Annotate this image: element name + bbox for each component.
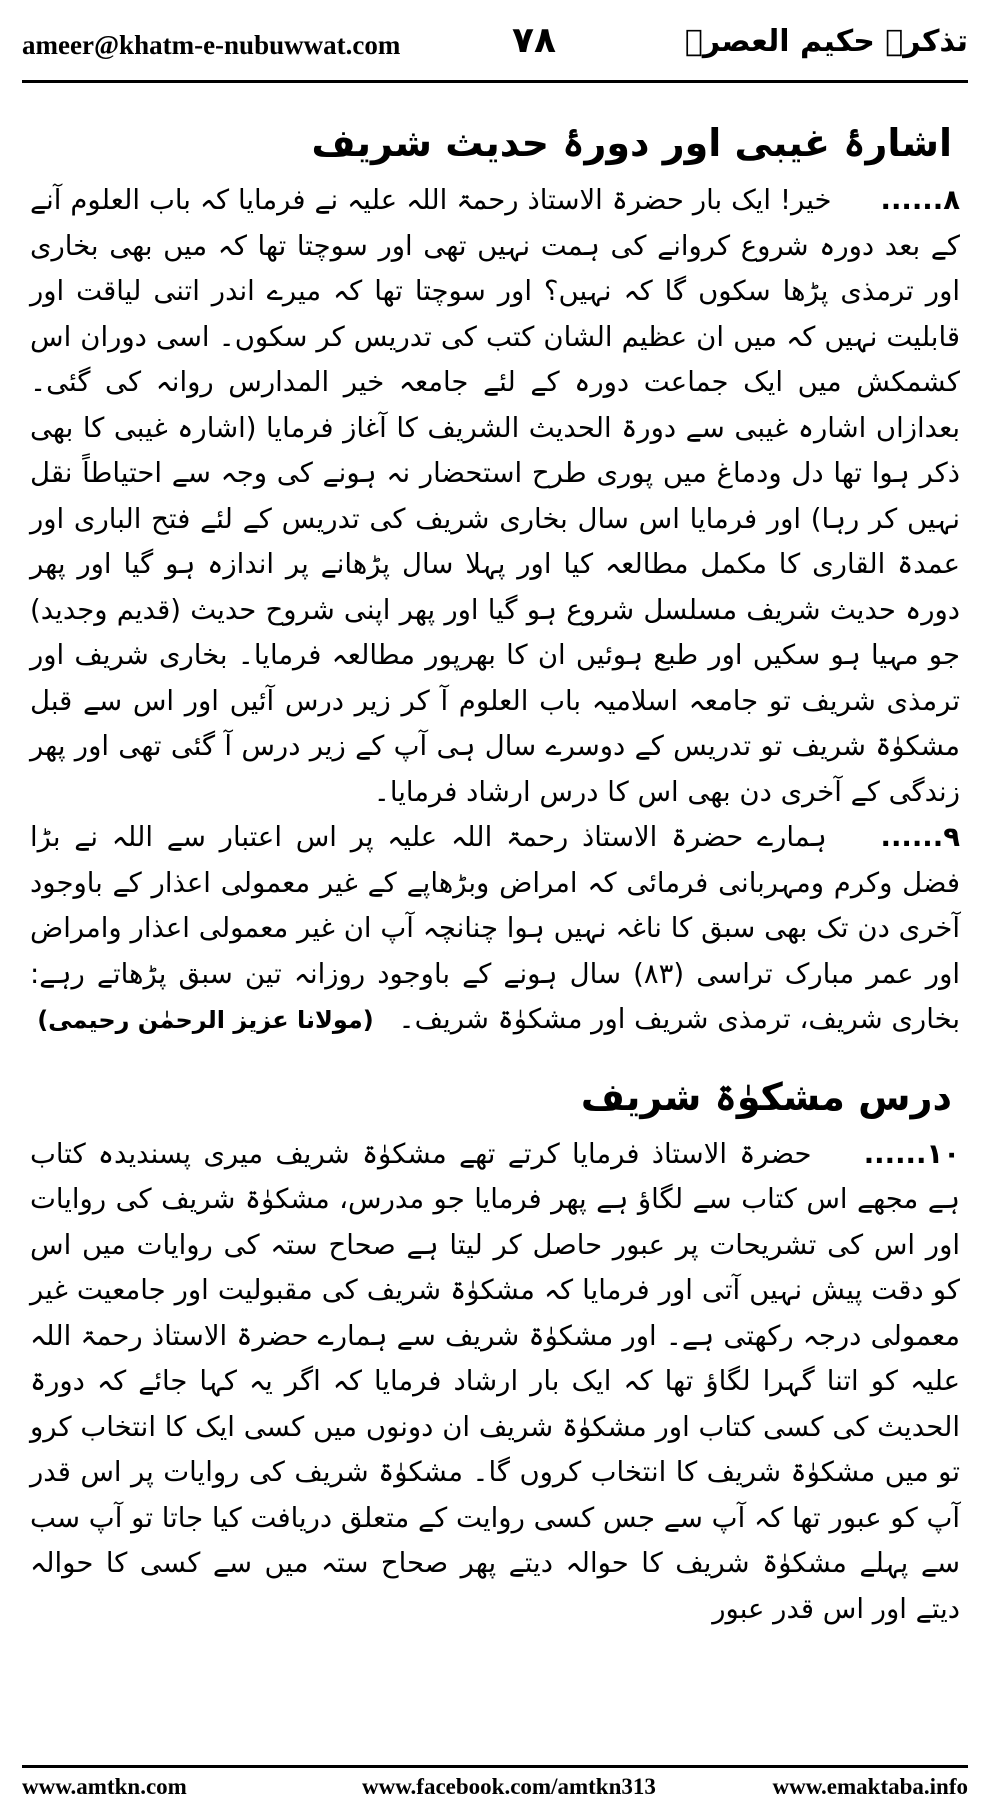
page-header — [22, 18, 968, 78]
paragraph-text: حضرۃ الاستاذ فرمایا کرتے تھے مشکوٰۃ شریف میری پسندیدہ کتاب ہے مجھے اس کتاب سے لگاؤ ہے پھر فرمایا جو مدرس، مشکوٰۃ شریف کی روایات اور اس کی تشریحات پر عبور حاصل کر لیتا ہے صحاح ستہ کی روایات میں اس کو دقت پیش نہیں آتی اور فرمایا کہ مشکوٰۃ شریف کی مقبولیت اور جامعیت غیر معمولی درجہ رکھتی ہے۔ اور مشکوٰۃ شریف سے ہمارے حضرۃ الاستاذ رحمۃ اللہ علیہ کو اتنا گہرا لگاؤ تھا کہ ایک بار ارشاد فرمایا کہ اگر یہ کہا جائے کہ دورۃ الحدیث کی کسی کتاب اور مشکوٰۃ شریف ان دونوں میں کسی ایک کا انتخاب کرو تو میں مشکوٰۃ شریف کا انتخاب کروں گا۔ مشکوٰۃ شریف کی روایات پر اس قدر آپ کو عبور تھا کہ آپ سے جس کسی روایت کے متعلق دریافت کیا جاتا تو آپ سب سے پہلے مشکوٰۃ شریف کا حوالہ دیتے پھر صحاح ستہ میں سے کسی کا حوالہ دیتے اور اس قدر عبور — [30, 1137, 960, 1625]
paragraph-9 — [30, 815, 960, 1044]
attribution: (مولانا عزیز الرحمٰن رحیمی) — [37, 1006, 374, 1034]
paragraph-text: ہمارے حضرۃ الاستاذ رحمۃ اللہ علیہ پر اس اعتبار سے اللہ نے بڑا فضل وکرم ومہربانی فرمائی کہ امراض وبڑھاپے کے غیر معمولی اعذار کے باوجود آخری دن تک بھی سبق کا ناغہ نہیں ہوا چنانچہ آپ ان غیر معمولی اعذار وامراض اور عمر مبارک تراسی (۸۳) سال ہونے کے باوجود روزانہ تین سبق پڑھاتے رہے: بخاری شریف، ترمذی شریف اور مشکوٰۃ شریف۔ — [30, 821, 960, 1035]
header-email: ameer@khatm-e-nubuwwat.com — [22, 30, 401, 60]
paragraph-10 — [30, 1132, 960, 1633]
page-number: ۷۸ — [512, 20, 556, 61]
footer-link-amtkn[interactable]: www.amtkn.com — [22, 1774, 187, 1799]
paragraph-number: ۹...... — [880, 821, 960, 853]
section-heading: اشارۂ غیبی اور دورۂ حدیث شریف — [311, 121, 952, 165]
header-rule — [22, 80, 968, 83]
paragraph-text: خیر! ایک بار حضرۃ الاستاذ رحمۃ اللہ علیہ نے فرمایا کہ باب العلوم آنے کے بعد دورہ شروع کروانے کی ہمت نہیں تھی اور سوچتا تھا کہ میں بھی بخاری اور ترمذی پڑھا سکوں گا کہ نہیں؟ اور سوچتا تھا کہ میرے اندر اتنی لیاقت اور قابلیت نہیں کہ میں ان عظیم الشان کتب کی تدریس کر سکوں۔ اسی دوران اس کشمکش میں ایک جماعت دورہ کے لئے جامعہ خیر المدارس روانہ کی گئی۔ بعدازاں اشارہ غیبی سے دورۃ الحدیث الشریف کا آغاز فرمایا (اشارہ غیبی کا بھی ذکر ہوا تھا دل ودماغ میں پوری طرح استحضار نہ ہونے کی وجہ سے احتیاطاً نقل نہیں کر رہا) اور فرمایا اس سال بخاری شریف کی تدریس کے لئے فتح الباری اور عمدۃ القاری کا مکمل مطالعہ کیا اور پہلا سال پڑھانے پر اندازہ ہو گیا اور پھر دورہ حدیث شریف مسلسل شروع ہو گیا اور پھر اپنی شروح حدیث (قدیم وجدید) جو مہیا ہو سکیں اور طبع ہوئیں ان کا بھرپور مطالعہ فرمایا۔ بخاری شریف اور ترمذی شریف تو جامعہ اسلامیہ باب العلوم آ کر زیر درس آئیں اور اس سے قبل مشکوٰۃ شریف تو تدریس کے دوسرے سال ہی آپ کے زیر درس آ گئی تھی اور پھر زندگی کے آخری دن بھی اس کا درس ارشاد فرمایا۔ — [30, 184, 960, 808]
section-heading: درس مشکوٰۃ شریف — [580, 1074, 952, 1119]
footer-rule — [22, 1765, 968, 1768]
page-footer — [22, 1774, 968, 1808]
paragraph-8 — [30, 178, 960, 815]
paragraph-number: ۸...... — [880, 184, 960, 216]
paragraph-number: ۱۰...... — [863, 1137, 960, 1170]
footer-link-facebook[interactable]: www.facebook.com/amtkn313 — [362, 1774, 656, 1799]
footer-link-emaktaba[interactable]: www.emaktaba.info — [772, 1774, 968, 1799]
book-title: تذکرہ حکیم العصرؒ — [684, 24, 968, 59]
page-body — [30, 108, 960, 1632]
